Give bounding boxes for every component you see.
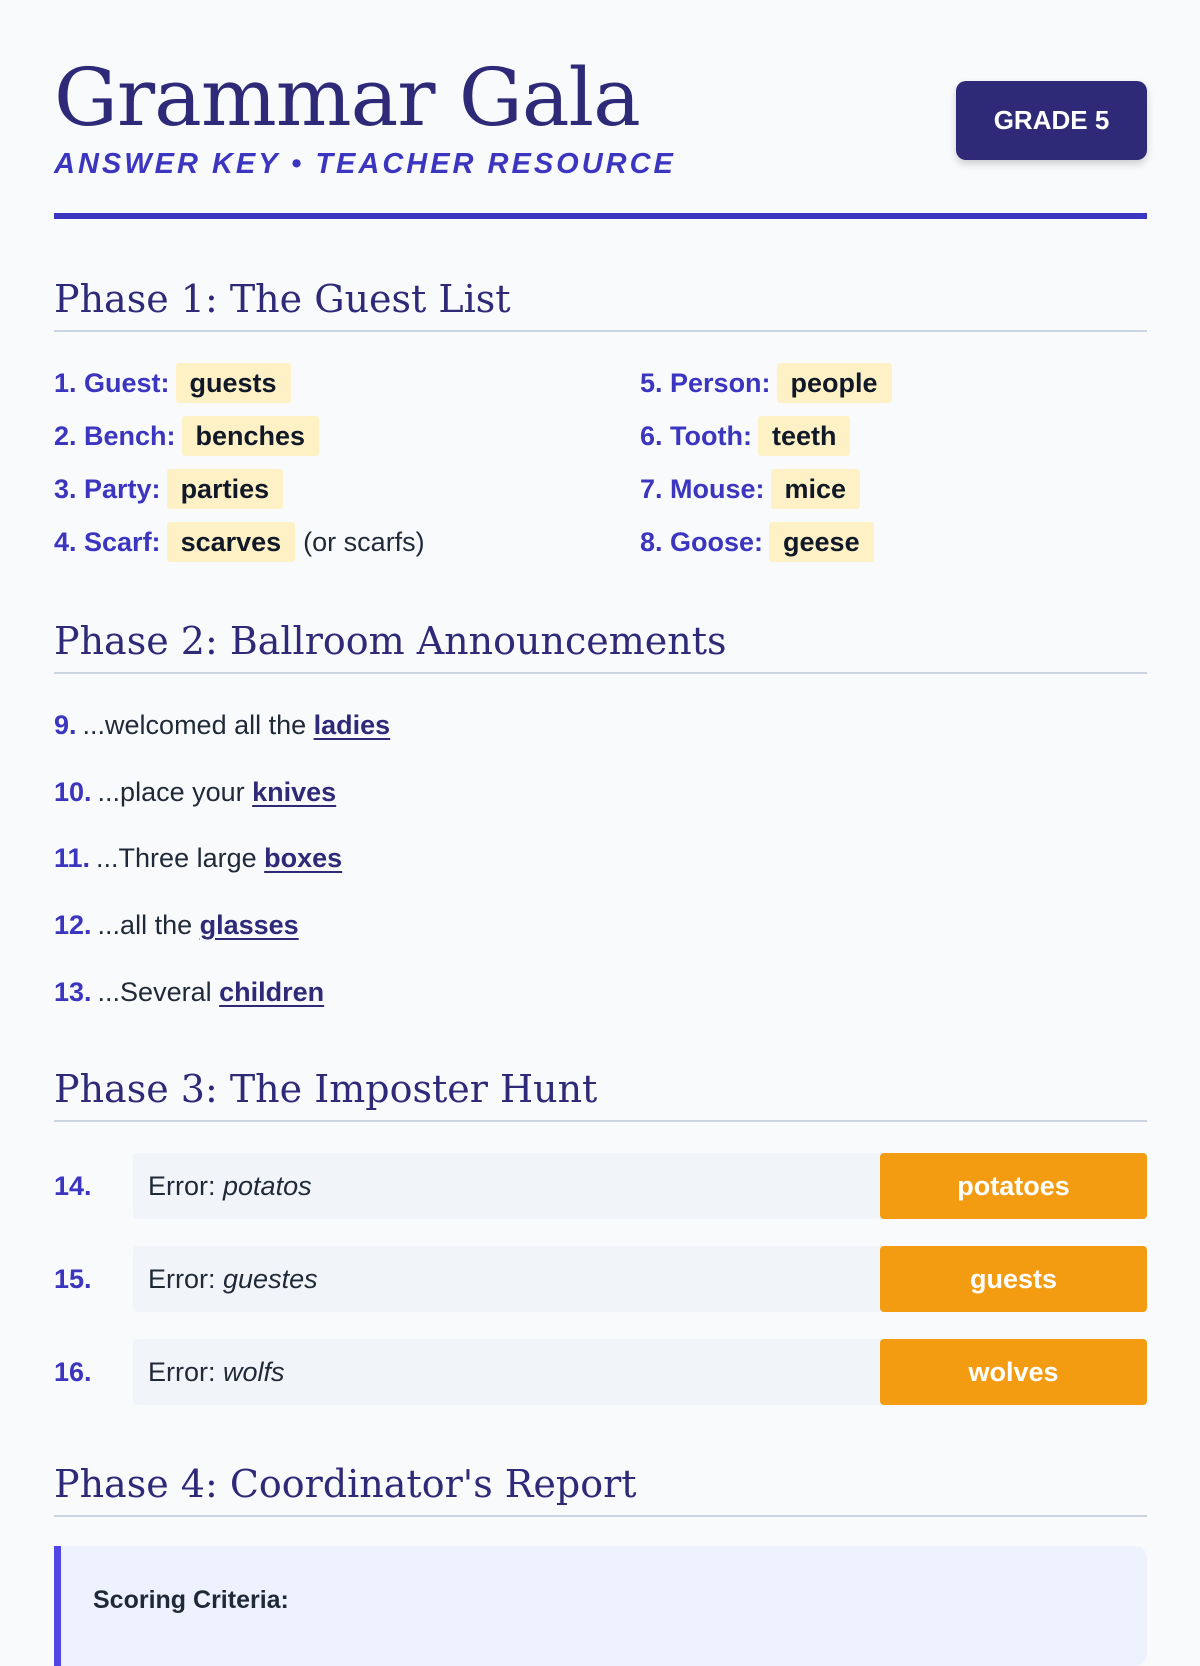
answer-word: boxes bbox=[264, 843, 343, 873]
error-box bbox=[133, 1246, 907, 1312]
error-box bbox=[133, 1339, 907, 1405]
item-label: 4. Scarf: bbox=[54, 526, 161, 557]
criteria-title: Scoring Criteria: bbox=[93, 1586, 289, 1614]
announcement-item bbox=[54, 974, 324, 1010]
answer-word: glasses bbox=[199, 910, 299, 940]
guest-list-item bbox=[54, 416, 319, 456]
answer-note: (or scarfs) bbox=[303, 526, 425, 557]
item-label: 1. Guest: bbox=[54, 367, 170, 398]
item-label: 2. Bench: bbox=[54, 420, 176, 451]
correction-badge: potatoes bbox=[880, 1153, 1147, 1219]
item-label: 7. Mouse: bbox=[640, 473, 765, 504]
header-divider bbox=[54, 213, 1147, 219]
error-word: guestes bbox=[223, 1264, 318, 1294]
item-number: 9. bbox=[54, 710, 77, 740]
error-prefix: Error: bbox=[148, 1357, 224, 1387]
item-number: 13. bbox=[54, 977, 92, 1007]
page-subtitle: ANSWER KEY • TEACHER RESOURCE bbox=[54, 148, 676, 180]
phase-4-heading: Phase 4: Coordinator's Report bbox=[54, 1459, 1147, 1517]
answer-key-page bbox=[54, 0, 1147, 1614]
answer-highlight: parties bbox=[167, 469, 284, 509]
error-prefix: Error: bbox=[148, 1171, 224, 1201]
correction-badge: wolves bbox=[880, 1339, 1147, 1405]
grade-badge: GRADE 5 bbox=[956, 81, 1147, 160]
item-number: 16. bbox=[54, 1357, 92, 1387]
error-box bbox=[133, 1153, 907, 1219]
guest-list-item bbox=[640, 363, 892, 403]
item-label: 8. Goose: bbox=[640, 526, 764, 557]
item-number: 11. bbox=[54, 843, 91, 873]
correction-badge: guests bbox=[880, 1246, 1147, 1312]
item-number: 12. bbox=[54, 910, 92, 940]
item-label: 5. Person: bbox=[640, 367, 771, 398]
guest-list-item bbox=[640, 522, 874, 562]
item-number: 15. bbox=[54, 1264, 92, 1294]
imposter-row bbox=[54, 1246, 1147, 1312]
imposter-row bbox=[54, 1339, 1147, 1405]
announcement-text: ...Three large bbox=[96, 843, 265, 873]
scoring-criteria-box bbox=[54, 1546, 1147, 1666]
phase-1-heading: Phase 1: The Guest List bbox=[54, 274, 1147, 332]
answer-highlight: teeth bbox=[758, 416, 851, 456]
phase-3-heading: Phase 3: The Imposter Hunt bbox=[54, 1064, 1147, 1122]
item-number: 10. bbox=[54, 777, 92, 807]
guest-list-item bbox=[54, 363, 291, 403]
answer-word: children bbox=[219, 977, 325, 1007]
announcement-item bbox=[54, 907, 299, 943]
answer-highlight: guests bbox=[176, 363, 291, 403]
guest-list-item bbox=[54, 522, 425, 562]
answer-word: knives bbox=[252, 777, 337, 807]
item-label: 6. Tooth: bbox=[640, 420, 752, 451]
error-word: wolfs bbox=[223, 1357, 285, 1387]
announcement-text: ...all the bbox=[97, 910, 200, 940]
phase-2-heading: Phase 2: Ballroom Announcements bbox=[54, 616, 1147, 674]
imposter-row bbox=[54, 1153, 1147, 1219]
answer-highlight: people bbox=[777, 363, 892, 403]
answer-word: ladies bbox=[313, 710, 391, 740]
announcement-text: ...welcomed all the bbox=[82, 710, 314, 740]
error-prefix: Error: bbox=[148, 1264, 224, 1294]
error-word: potatos bbox=[223, 1171, 312, 1201]
guest-list-item bbox=[640, 469, 860, 509]
answer-highlight: benches bbox=[182, 416, 320, 456]
announcement-item bbox=[54, 774, 336, 810]
answer-highlight: mice bbox=[771, 469, 861, 509]
guest-list-item bbox=[640, 416, 850, 456]
page-title: Grammar Gala bbox=[54, 51, 640, 144]
item-label: 3. Party: bbox=[54, 473, 161, 504]
item-number: 14. bbox=[54, 1171, 92, 1201]
header bbox=[54, 50, 1147, 220]
answer-highlight: scarves bbox=[167, 522, 296, 562]
announcement-text: ...place your bbox=[97, 777, 253, 807]
announcement-item bbox=[54, 840, 342, 876]
announcement-text: ...Several bbox=[97, 977, 220, 1007]
announcement-item bbox=[54, 707, 390, 743]
answer-highlight: geese bbox=[769, 522, 874, 562]
guest-list-item bbox=[54, 469, 283, 509]
